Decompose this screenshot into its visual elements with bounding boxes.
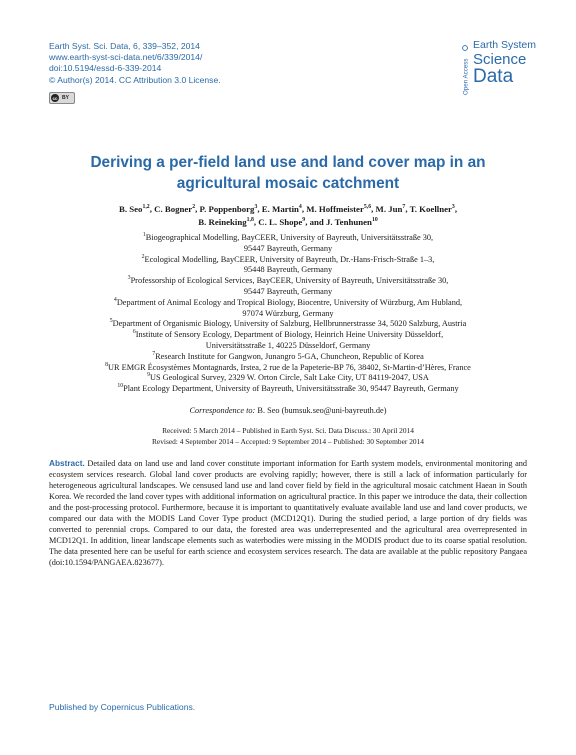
copyright-line: © Author(s) 2014. CC Attribution 3.0 License. [49, 74, 221, 85]
affiliation-index: 9 [147, 372, 150, 379]
affiliation-line [60, 330, 516, 341]
title-line: Deriving a per-field land use and land cover map in an [90, 154, 486, 171]
affiliation-line [60, 384, 516, 395]
author-name: M. Jun [375, 204, 403, 214]
open-access-lock-icon [463, 46, 468, 51]
affiliation-line [60, 309, 516, 320]
affiliation-text: 97074 Würzburg, Germany [242, 308, 334, 318]
affiliation-index: 10 [117, 383, 124, 390]
affiliation-index: 7 [152, 351, 156, 357]
author-name: E. Martin [261, 204, 299, 214]
author-affiliation-index: 2 [192, 204, 196, 211]
affiliation-index: 4 [113, 297, 117, 304]
author-separator: , and [305, 217, 326, 227]
logo-line-data: Data [473, 65, 514, 87]
affiliation-index: 2 [141, 253, 145, 260]
author-affiliation-index: 9 [302, 217, 306, 224]
author-name: T. Koellner [409, 204, 452, 214]
author-line [60, 203, 516, 216]
affiliation-index: 5 [109, 318, 113, 325]
affiliation-text: 95447 Bayreuth, Germany [243, 243, 333, 253]
affiliation-index: 8 [105, 361, 109, 368]
author-name: P. Poppenborg [199, 204, 255, 214]
affiliation-line [60, 363, 516, 374]
affiliation-line [60, 255, 516, 266]
author-separator: , [405, 204, 410, 214]
open-access-label [460, 44, 470, 96]
author-affiliation-index: 5,6 [363, 204, 372, 211]
author-list [60, 203, 516, 229]
author-affiliation-index: 10 [371, 217, 378, 224]
abstract-label: Abstract. [49, 459, 85, 468]
author-affiliation-index: 3 [254, 204, 258, 211]
open-access-text: Open Access [462, 58, 470, 95]
correspondence-label: Correspondence to: [189, 406, 256, 415]
author-name: B. Seo [118, 204, 143, 214]
author-affiliation-index: 3 [451, 204, 455, 211]
affiliation-line [60, 287, 516, 298]
author-affiliation-index: 1,2 [142, 204, 150, 211]
affiliation-line [60, 352, 516, 363]
affiliation-text: Department of Animal Ecology and Tropical Biology, Biocentre, University of Würzburg, Am Hubland, [116, 297, 463, 307]
journal-citation-header [49, 41, 221, 86]
affiliation-line [60, 341, 516, 352]
affiliation-index: 1 [142, 232, 146, 239]
affiliation-text: Research Institute for Gangwon, Junangro 5-GA, Chuncheon, Republic of Korea [155, 351, 424, 361]
correspondence [60, 406, 516, 415]
author-name: C. L. Shope [258, 217, 303, 227]
affiliation-line [60, 319, 516, 330]
affiliation-text: Professorship of Ecological Services, BayCEER, University of Bayreuth, Universitätsstraße 30, [130, 276, 449, 286]
affiliation-text: 95448 Bayreuth, Germany [243, 265, 333, 275]
author-name: C. Bogner [154, 204, 193, 214]
affiliation-index: 6 [132, 329, 136, 336]
author-separator: , [301, 204, 307, 214]
author-separator: , [257, 204, 262, 214]
paper-title [60, 152, 516, 194]
cc-by-license-badge[interactable] [49, 92, 75, 104]
by-icon: BY [62, 95, 69, 101]
abstract-text: Detailed data on land use and land cover constitute important information for Earth system models, environmental monitoring and ecosystem services research. Global land cover products are evolving rapidly; however, there is still a lack of information particularly for heterogeneous agricultural landscapes. We censused land use and land cover field by field in the agricultural mosaic catchment Haean in South Korea. We recorded the land cover types with additional information on agricultural practice. In this paper we introduce the data, their collection and the post-processing protocol. Furthermore, because it is important to quantitatively evaluate available land use and land cover products, we compared our data with the MODIS Land Cover Type product (MCD12Q1). During the studied period, a large portion of dry fields was converted to perennial crops. Compared to our data, the forested area was underrepresented and the agricultural area overrepresented in MCD12Q1. In addition, linear landscape elements such as waterbodies were missing in the MODIS product due to its coarse spatial resolution. The data presented here can be useful for earth science and ecosystem services research. The data are available at the public repository Pangaea (doi:10.1594/PANGAEA.823677). [49, 459, 528, 567]
logo-line-earth-system: Earth System [473, 39, 537, 51]
affiliation-line [60, 373, 516, 384]
affiliation-text: 95447 Bayreuth, Germany [243, 286, 333, 296]
affiliation-line [60, 276, 516, 287]
affiliation-line [60, 233, 516, 244]
journal-url-link[interactable]: www.earth-syst-sci-data.net/6/339/2014/ [49, 52, 203, 63]
affiliation-index: 3 [127, 275, 131, 282]
author-name: B. Reineking [198, 217, 247, 227]
publisher-footer: Published by Copernicus Publications. [49, 702, 196, 712]
author-affiliation-index: 1,8 [246, 217, 254, 224]
author-name: M. Hoffmeister [306, 204, 364, 214]
affiliation-text: UR EMGR Écosystèmes Montagnards, Irstea, 2 rue de la Papeterie-BP 76, 38402, St-Martin-d’Hères, France [108, 362, 471, 372]
affiliation-text: Institute of Sensory Ecology, Department of Biology, Heinrich Heine University Düsseldorf, [135, 330, 444, 340]
journal-logo [473, 40, 536, 86]
citation-line: Earth Syst. Sci. Data, 6, 339–352, 2014 [49, 41, 200, 51]
cc-icon: cc [52, 95, 58, 101]
author-separator: , [253, 217, 259, 227]
author-separator: , [149, 204, 155, 214]
author-separator: , [371, 204, 376, 214]
title-line: agricultural mosaic catchment [176, 175, 400, 192]
doi-link[interactable]: doi:10.5194/essd-6-339-2014 [49, 63, 162, 74]
abstract [49, 459, 527, 569]
author-line [60, 216, 516, 229]
affiliation-text: Department of Organismic Biology, University of Salzburg, Hellbrunnerstrasse 34, 5020 Salzburg, Austria [112, 319, 467, 329]
correspondence-text[interactable]: B. Seo (bumsuk.seo@uni-bayreuth.de) [257, 406, 387, 415]
author-separator: , [454, 204, 458, 214]
author-affiliation-index: 7 [402, 204, 406, 211]
publication-dates [60, 426, 516, 447]
affiliation-text: US Geological Survey, 2329 W. Orton Circle, Salt Lake City, UT 84119-2047, USA [149, 373, 429, 383]
affiliation-text: Universitätsstraße 1, 40225 Düsseldorf, Germany [205, 340, 371, 350]
affiliation-text: Biogeographical Modelling, BayCEER, University of Bayreuth, Universitätsstraße 30, [145, 233, 434, 242]
affiliation-line [60, 298, 516, 309]
author-separator: , [195, 204, 200, 214]
logo-line-science: Science [473, 50, 527, 68]
affiliation-list [60, 233, 516, 395]
affiliation-line [60, 244, 516, 255]
dates-line: Revised: 4 September 2014 – Accepted: 9 September 2014 – Published: 30 September 2014 [152, 436, 424, 446]
dates-line: Received: 5 March 2014 – Published in Earth Syst. Sci. Data Discuss.: 30 April 2014 [162, 426, 414, 435]
author-name: J. Tenhunen [325, 217, 372, 227]
affiliation-text: Ecological Modelling, BayCEER, University of Bayreuth, Dr.-Hans-Frisch-Straße 1–3, [144, 254, 435, 264]
author-affiliation-index: 4 [298, 204, 302, 211]
affiliation-text: Plant Ecology Department, University of Bayreuth, Universitätsstraße 30, 95447 Bayreuth, Germany [123, 384, 459, 394]
